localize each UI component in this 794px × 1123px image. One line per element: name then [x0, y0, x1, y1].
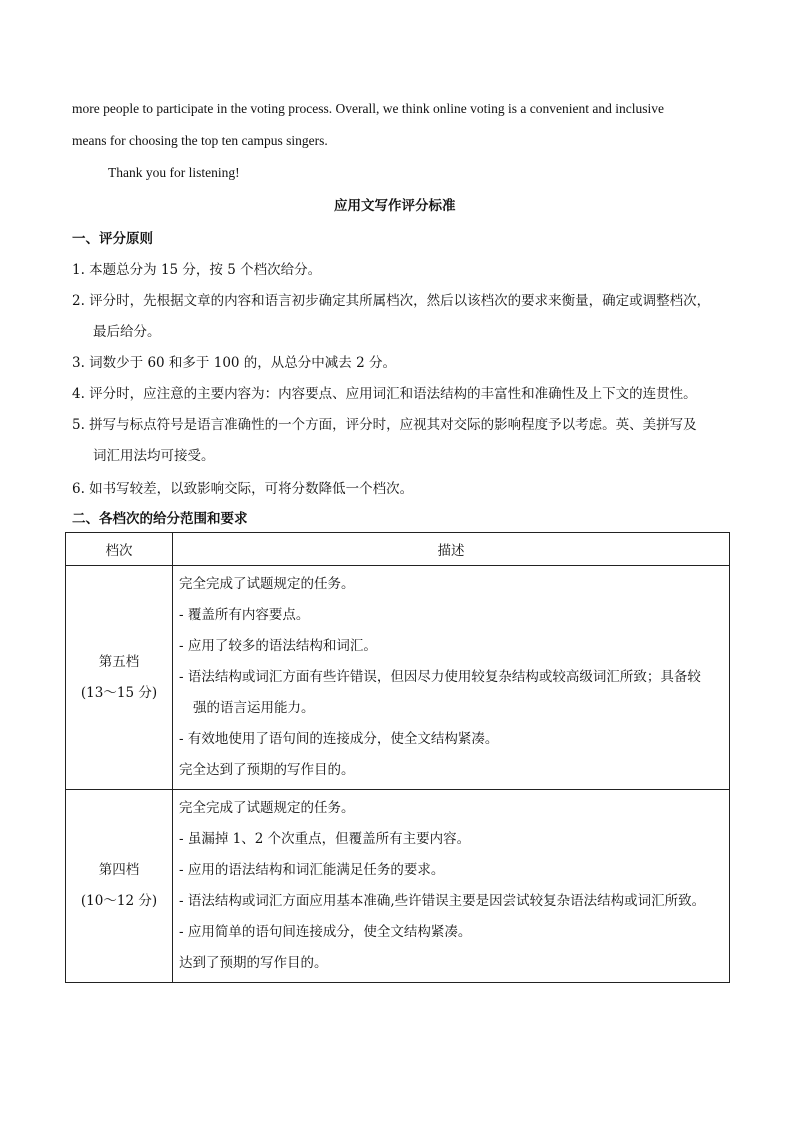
band-name: 第四档: [98, 862, 140, 878]
header-band: 档次: [66, 533, 173, 566]
description-cell: [173, 566, 730, 790]
description-line: 强的语言运用能力。: [193, 700, 315, 716]
description-line: - 应用简单的语句间连接成分，使全文结构紧凑。: [179, 924, 472, 940]
description-line: 完全完成了试题规定的任务。: [179, 800, 355, 816]
principle-item: 2. 评分时，先根据文章的内容和语言初步确定其所属档次，然后以该档次的要求来衡量，确定或调整档次，: [72, 293, 711, 309]
description-line: - 覆盖所有内容要点。: [179, 607, 310, 623]
description-line: - 语法结构或词汇方面应用基本准确,些许错误主要是因尝试较复杂语法结构或词汇所致。: [179, 893, 706, 909]
description-cell: [173, 790, 730, 983]
description-line: - 有效地使用了语句间的连接成分，使全文结构紧凑。: [179, 731, 499, 747]
description-line: - 语法结构或词汇方面有些许错误，但因尽力使用较复杂结构或较高级词汇所致；具备较: [179, 669, 701, 685]
table-header-row: [66, 533, 730, 566]
description-line: - 虽漏掉 1、2 个次重点，但覆盖所有主要内容。: [179, 831, 471, 847]
band-cell: [66, 566, 173, 790]
band-cell: [66, 790, 173, 983]
section2-heading: 二、各档次的给分范围和要求: [72, 511, 248, 527]
principle-item: 3. 词数少于 60 和多于 100 的，从总分中减去 2 分。: [72, 355, 396, 371]
section1-heading: 一、评分原则: [72, 231, 153, 247]
band-range: (13～15 分): [80, 684, 158, 701]
principle-item: 4. 评分时，应注意的主要内容为：内容要点、应用词汇和语法结构的丰富性和准确性及上下文的连贯性。: [72, 386, 697, 402]
principle-item: 1. 本题总分为 15 分，按 5 个档次给分。: [72, 262, 322, 278]
description-line: 完全达到了预期的写作目的。: [179, 762, 355, 778]
page-title: 应用文写作评分标准: [334, 198, 456, 214]
table-row: [66, 790, 730, 983]
band-name: 第五档: [98, 653, 140, 670]
description-line: - 应用了较多的语法结构和词汇。: [179, 638, 377, 654]
principle-item-continued: 最后给分。: [93, 324, 161, 340]
principle-item: 6. 如书写较差，以致影响交际，可将分数降低一个档次。: [72, 481, 414, 497]
principle-item-continued: 词汇用法均可接受。: [93, 448, 215, 464]
band-range: (10～12 分): [80, 893, 158, 909]
description-line: 完全完成了试题规定的任务。: [179, 576, 355, 592]
table-row: [66, 566, 730, 790]
header-description: 描述: [173, 533, 730, 566]
description-line: 达到了预期的写作目的。: [179, 955, 328, 971]
intro-line-2: means for choosing the top ten campus singers.: [72, 133, 328, 148]
grading-table: [65, 532, 730, 983]
principle-item: 5. 拼写与标点符号是语言准确性的一个方面，评分时，应视其对交际的影响程度予以考虑。英、美拼写及: [72, 417, 697, 433]
intro-line-3: Thank you for listening!: [108, 165, 240, 180]
description-line: - 应用的语法结构和词汇能满足任务的要求。: [179, 862, 445, 878]
intro-line-1: more people to participate in the voting process. Overall, we think online voting is a convenient and inclusive: [72, 101, 664, 116]
